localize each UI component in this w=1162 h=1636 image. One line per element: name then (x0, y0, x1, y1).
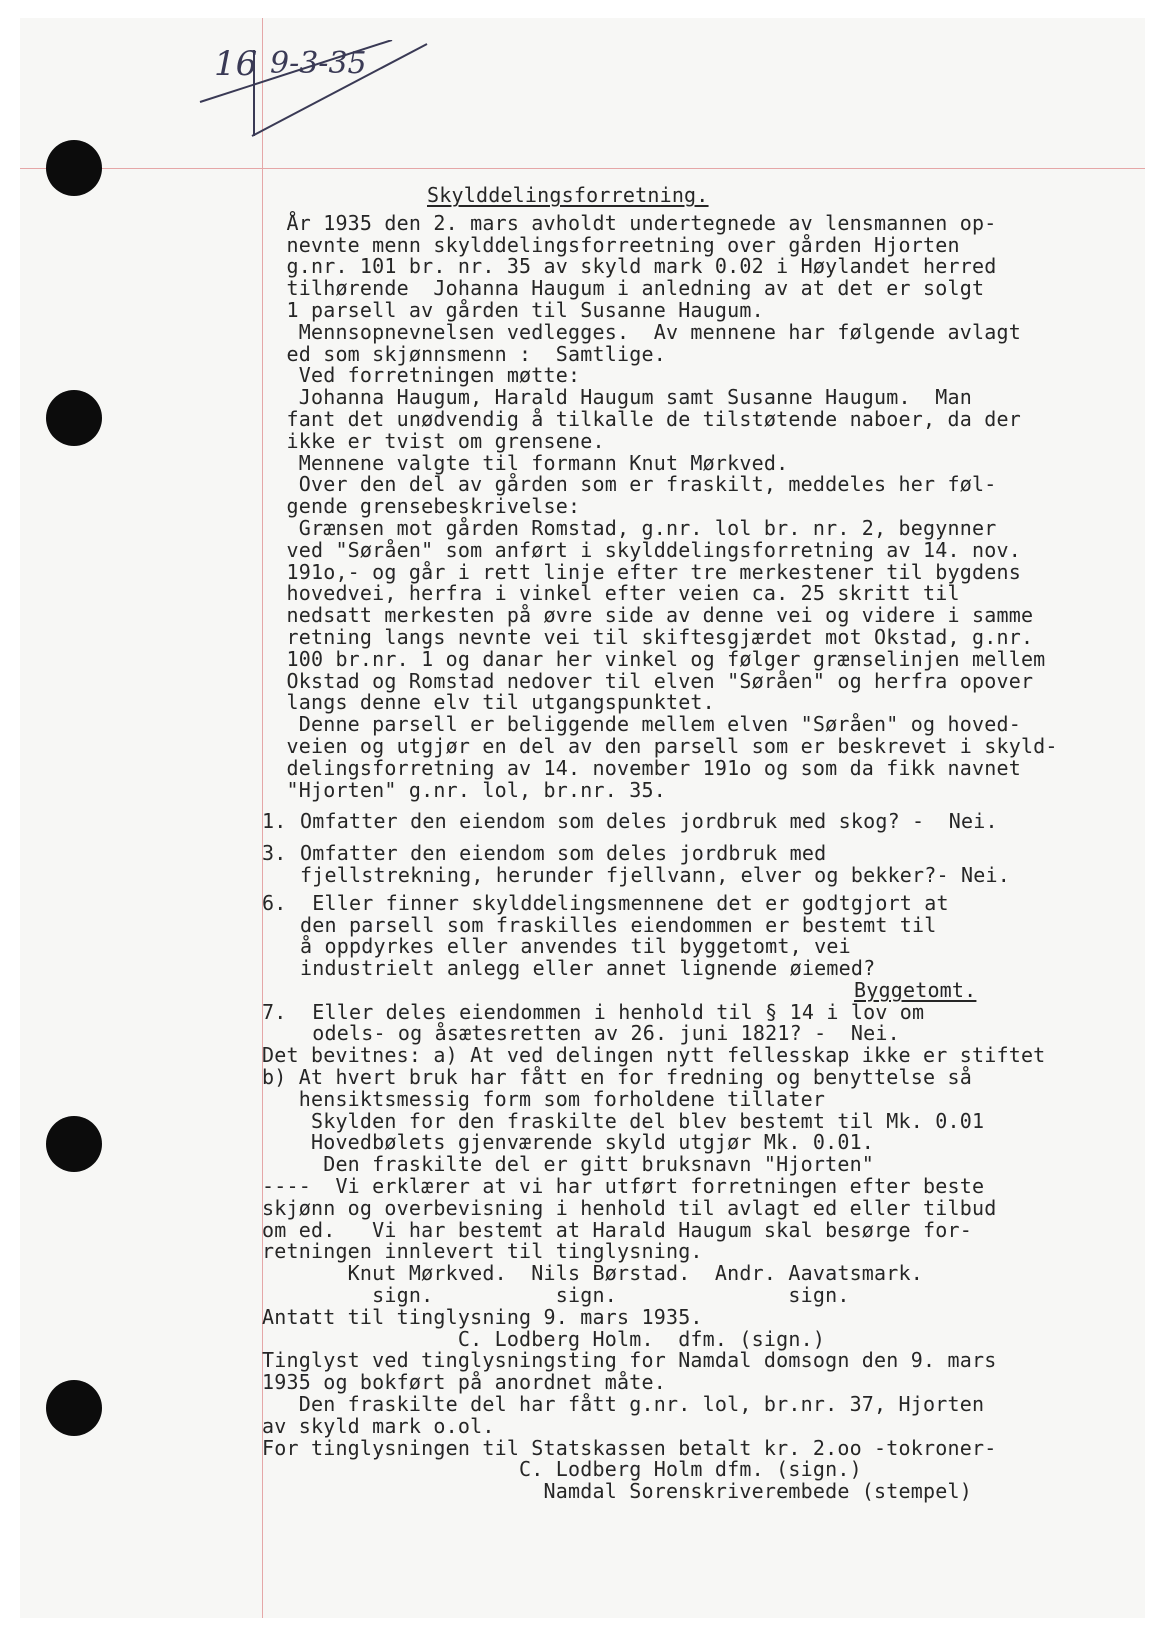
punch-hole (46, 1380, 102, 1436)
punch-hole (46, 390, 102, 446)
question-number: 3. (262, 841, 287, 866)
text-line: b) At hvert bruk har fått en for fredning og benyttelse så (262, 1065, 972, 1090)
text-line: Det bevitnes: a) At ved delingen nytt fellesskap ikke er stiftet (262, 1043, 1046, 1068)
text-line: C. Lodberg Holm dfm. (sign.) (262, 1457, 862, 1482)
question-text: å oppdyrkes eller anvendes til byggetomt, vei (300, 934, 851, 959)
text-line: skjønn og overbevisning i henhold til avlagt ed eller tilbud (262, 1195, 997, 1220)
text-line: hensiktsmessig form som forholdene tillater (262, 1086, 826, 1111)
text-line: 1 parsell av gården til Susanne Haugum. (262, 297, 764, 322)
text-line: Denne parsell er beliggende mellem elven "Søråen" og hoved- (262, 712, 1021, 737)
text-line: Grænsen mot gården Romstad, g.nr. lol br. nr. 2, begynner (262, 515, 997, 540)
text-line: Ved forretningen møtte: (262, 363, 581, 388)
text-line: om ed. Vi har bestemt at Harald Haugum skal besørge for- (262, 1217, 972, 1242)
closing-section (262, 1045, 1142, 1263)
text-line: "Hjorten" g.nr. lol, br.nr. 35. (262, 777, 666, 802)
text-line: Johanna Haugum, Harald Haugum samt Susanne Haugum. Man (262, 385, 972, 410)
question-number: 7. (262, 999, 287, 1024)
text-line: veien og utgjør en del av den parsell som er beskrevet i skyld- (262, 733, 1058, 758)
handwritten-page-number: 16 (214, 44, 258, 84)
text-line: ed som skjønnsmenn : Samtlige. (262, 341, 666, 366)
question-answer: Byggetomt. (854, 977, 977, 1002)
text-line: Okstad og Romstad nedover til elven "Søråen" og herfra opover (262, 668, 1034, 693)
question-text: fjellstrekning, herunder fjellvann, elver og bekker?- Nei. (300, 862, 1010, 887)
question-item (262, 843, 1142, 865)
text-line: nedsatt merkesten på øvre side av denne vei og videre i samme (262, 603, 1034, 628)
text-line: gende grensebeskrivelse: (262, 494, 581, 519)
typed-document (262, 185, 1142, 1503)
text-line: Den fraskilte del har fått g.nr. lol, br.nr. 37, Hjorten (262, 1392, 985, 1417)
text-line: Namdal Sorenskriverembede (stempel) (262, 1479, 972, 1504)
question-text: den parsell som fraskilles eiendommen er bestemt til (300, 912, 937, 937)
signature-block (262, 1263, 1142, 1307)
text-line: ikke er tvist om grensene. (262, 428, 605, 453)
question-item (262, 890, 1142, 915)
text-line: hovedvei, herfra i vinkel efter veien ca. 25 skritt til (262, 581, 960, 606)
registration-section (262, 1304, 1142, 1504)
text-line: langs denne elv til utgangspunktet. (262, 690, 715, 715)
intro-section (262, 210, 1142, 802)
signature-names: Knut Mørkved. Nils Børstad. Andr. Aavatsmark. (262, 1261, 924, 1286)
text-line: For tinglysningen til Statskassen betalt kr. 2.oo -tokroner- (262, 1435, 997, 1460)
text-line: Tinglyst ved tinglysningsting for Namdal domsogn den 9. mars (262, 1348, 997, 1373)
margin-line-horizontal (20, 168, 1145, 169)
question-list (262, 811, 1142, 1045)
text-line: 100 br.nr. 1 og danar her vinkel og følger grænselinjen mellem (262, 646, 1046, 671)
question-text: odels- og åsætesretten av 26. juni 1821? - Nei. (300, 1021, 900, 1046)
text-line: g.nr. 101 br. nr. 35 av skyld mark 0.02 i Høylandet herred (262, 254, 997, 279)
text-line: Mennsopnevnelsen vedlegges. Av mennene har følgende avlagt (262, 319, 1021, 344)
text-line: retningen innlevert til tinglysning. (262, 1239, 703, 1264)
question-text: industrielt anlegg eller annet lignende øiemed? (300, 956, 876, 981)
document-title: Skylddelingsforretning. (427, 183, 709, 207)
text-line: Den fraskilte del er gitt bruksnavn "Hjorten" (262, 1152, 875, 1177)
text-line: 191o,- og går i rett linje efter tre merkestener til bygdens (262, 559, 1021, 584)
question-text: Eller finner skylddelingsmennene det er godtgjort at (300, 890, 949, 915)
question-text: Omfatter den eiendom som deles jordbruk med (300, 841, 827, 866)
text-line: År 1935 den 2. mars avholdt undertegnede av lensmannen op- (262, 210, 997, 235)
text-line: Over den del av gården som er fraskilt, meddeles her føl- (262, 472, 997, 497)
text-line: retning langs nevnte vei til skiftesgjærdet mot Okstad, g.nr. (262, 624, 1034, 649)
signature-marks: sign. sign. sign. (262, 1283, 850, 1308)
text-line: av skyld mark o.ol. (262, 1413, 495, 1438)
text-line: Skylden for den fraskilte del blev bestemt til Mk. 0.01 (262, 1108, 985, 1133)
question-item (262, 999, 1142, 1024)
handwritten-date: 9-3-35 (270, 46, 367, 81)
text-line: ved "Søråen" som anført i skylddelingsforretning av 14. nov. (262, 537, 1021, 562)
text-line: C. Lodberg Holm. dfm. (sign.) (262, 1326, 826, 1351)
question-number: 6. (262, 890, 287, 915)
text-line: delingsforretning av 14. november 191o og som da fikk navnet (262, 755, 1021, 780)
text-line: tilhørende Johanna Haugum i anledning av at det er solgt (262, 276, 985, 301)
punch-hole (46, 140, 102, 196)
question-text: Eller deles eiendommen i henhold til § 14 i lov om (300, 999, 925, 1024)
text-line: Hovedbølets gjenværende skyld utgjør Mk. 0.01. (262, 1130, 875, 1155)
punch-hole (46, 1116, 102, 1172)
text-line: Antatt til tinglysning 9. mars 1935. (262, 1304, 703, 1329)
question-item (262, 811, 1142, 833)
text-line: nevnte menn skylddelingsforreetning over gården Hjorten (262, 232, 960, 257)
question-number: 1. (262, 809, 287, 834)
text-line: ---- Vi erklærer at vi har utført forretningen efter beste (262, 1174, 985, 1199)
question-text: Omfatter den eiendom som deles jordbruk med skog? - Nei. (300, 809, 998, 834)
text-line: fant det unødvendig å tilkalle de tilstøtende naboer, da der (262, 406, 1021, 431)
text-line: 1935 og bokført på anordnet måte. (262, 1370, 666, 1395)
text-line: Mennene valgte til formann Knut Mørkved. (262, 450, 789, 475)
handwritten-margin-note (192, 40, 432, 140)
